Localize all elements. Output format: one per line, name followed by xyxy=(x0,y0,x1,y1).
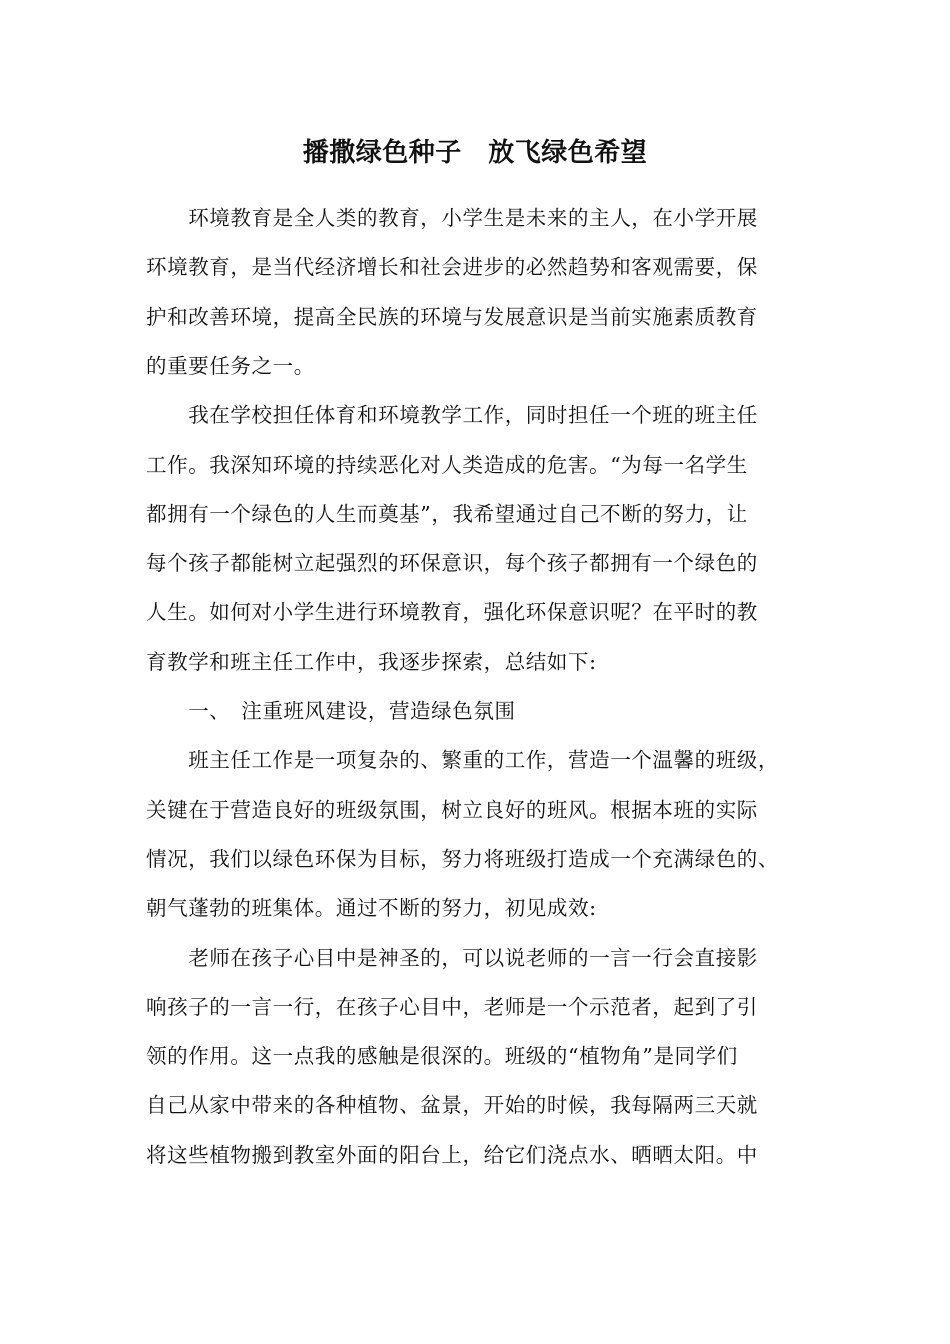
body-line: 每个孩子都能树立起强烈的环保意识，每个孩子都拥有一个绿色的 xyxy=(146,551,758,575)
body-line: 朝气蓬勃的班集体。通过不断的努力，初见成效: xyxy=(146,896,597,920)
body-line: 人生。如何对小学生进行环境教育，强化环保意识呢？在平时的教 xyxy=(146,600,758,624)
body-line: 班主任工作是一项复杂的、繁重的工作，营造一个温馨的班级， xyxy=(146,748,779,772)
body-line: 一、 注重班风建设，营造绿色氛围 xyxy=(146,699,516,723)
body-line: 护和改善环境，提高全民族的环境与发展意识是当前实施素质教育 xyxy=(146,305,758,329)
body-line: 关键在于营造良好的班级氛围，树立良好的班风。根据本班的实际 xyxy=(146,798,758,822)
body-line: 育教学和班主任工作中，我逐步探索，总结如下: xyxy=(146,650,597,674)
body-line: 响孩子的一言一行，在孩子心目中，老师是一个示范者，起到了引 xyxy=(146,995,758,1019)
body-line: 领的作用。这一点我的感触是很深的。班级的“植物角”是同学们 xyxy=(146,1044,738,1068)
body-line: 都拥有一个绿色的人生而奠基”，我希望通过自己不断的努力，让 xyxy=(146,502,748,526)
body-line: 情况，我们以绿色环保为目标，努力将班级打造成一个充满绿色的、 xyxy=(146,847,779,871)
body-line: 将这些植物搬到教室外面的阳台上，给它们浇点水、晒晒太阳。中 xyxy=(146,1143,758,1167)
body-line: 老师在孩子心目中是神圣的，可以说老师的一言一行会直接影 xyxy=(146,946,758,970)
body-line: 我在学校担任体育和环境教学工作，同时担任一个班的班主任 xyxy=(146,403,758,427)
body-line: 环境教育是全人类的教育，小学生是未来的主人，在小学开展 xyxy=(146,206,758,230)
body-line: 工作。我深知环境的持续恶化对人类造成的危害。“为每一名学生 xyxy=(146,453,748,477)
body-line: 的重要任务之一。 xyxy=(146,354,315,378)
document-title: 播撒绿色种子 放飞绿色希望 xyxy=(302,138,648,168)
body-line: 自己从家中带来的各种植物、盆景，开始的时候，我每隔两三天就 xyxy=(146,1093,758,1117)
body-line: 环境教育，是当代经济增长和社会进步的必然趋势和客观需要，保 xyxy=(146,255,758,279)
